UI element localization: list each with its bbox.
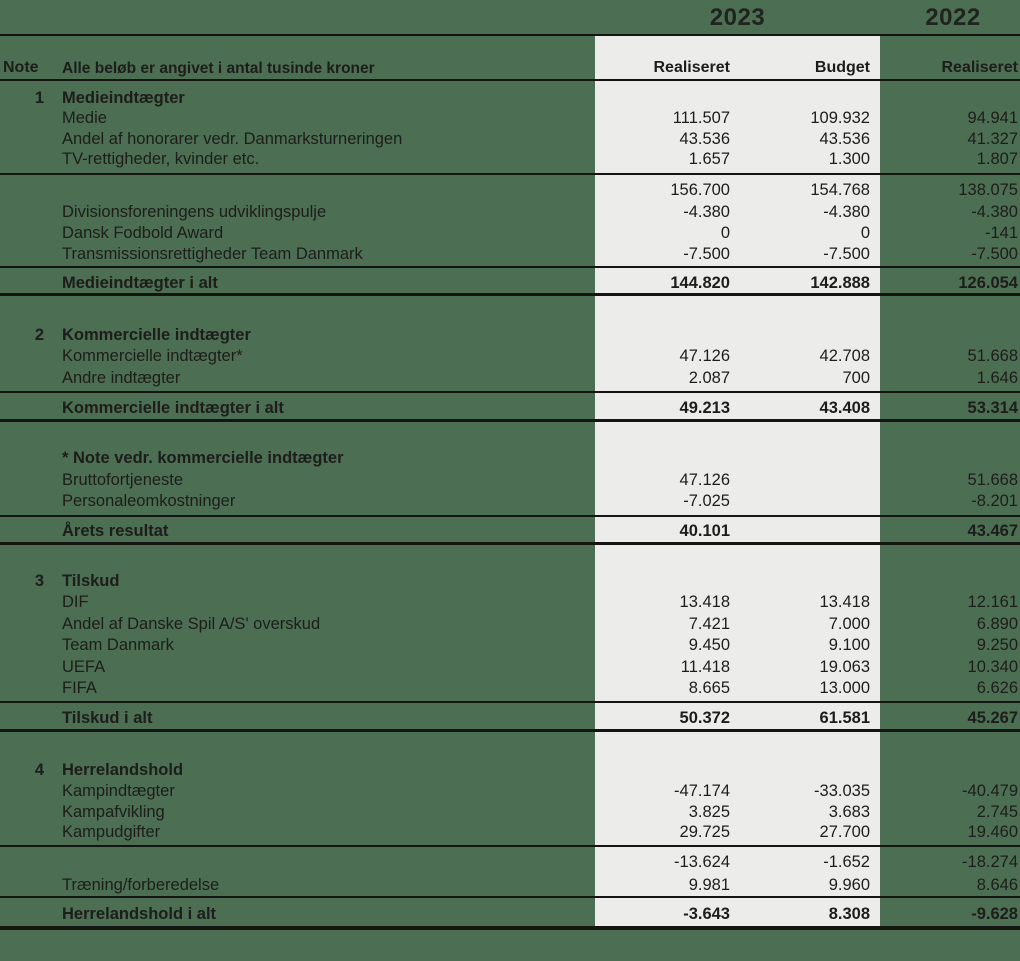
thick-rule-line xyxy=(0,729,1020,732)
thick-rule-line xyxy=(0,926,1020,930)
value-budget-2023: -33.035 xyxy=(814,782,870,800)
value-budget-2023: 19.063 xyxy=(819,658,870,676)
value-realiseret-2022: 41.327 xyxy=(967,130,1018,148)
rule-line xyxy=(0,266,1020,268)
value-budget-2023: -7.500 xyxy=(823,245,870,263)
value-realiseret-2023: 43.536 xyxy=(679,130,730,148)
value-realiseret-2022: 51.668 xyxy=(967,471,1018,489)
value-realiseret-2023: 1.657 xyxy=(688,150,730,168)
row-label: Dansk Fodbold Award xyxy=(62,224,224,242)
value-realiseret-2022: -141 xyxy=(984,224,1018,242)
row-label: Medie xyxy=(62,109,107,127)
note-number: 2 xyxy=(34,326,44,344)
value-realiseret-2022: -9.628 xyxy=(971,905,1018,923)
value-budget-2023: 8.308 xyxy=(828,905,870,923)
table-row xyxy=(0,448,1020,469)
value-realiseret-2023: 40.101 xyxy=(679,522,730,540)
value-budget-2023: 9.100 xyxy=(828,636,870,654)
value-realiseret-2022: -8.201 xyxy=(971,492,1018,510)
table-row xyxy=(0,149,1020,170)
table-row xyxy=(0,202,1020,223)
units-caption: Alle beløb er angivet i antal tusinde kroner xyxy=(62,60,375,77)
value-realiseret-2022: 94.941 xyxy=(967,109,1018,127)
value-realiseret-2023: 49.213 xyxy=(679,399,730,417)
value-budget-2023: -4.380 xyxy=(823,203,870,221)
value-realiseret-2023: -7.025 xyxy=(683,492,730,510)
table-row xyxy=(0,657,1020,678)
row-label: Træning/forberedelse xyxy=(62,876,220,894)
table-row xyxy=(0,368,1020,389)
value-realiseret-2022: 6.890 xyxy=(976,615,1018,633)
value-realiseret-2023: 9.450 xyxy=(688,636,730,654)
value-budget-2023: 142.888 xyxy=(810,274,870,292)
row-label: Kampindtægter xyxy=(62,782,175,800)
table-row xyxy=(0,904,1020,925)
table-row xyxy=(0,635,1020,656)
value-realiseret-2022: -7.500 xyxy=(971,245,1018,263)
row-label: Transmissionsrettigheder Team Danmark xyxy=(62,245,363,263)
value-budget-2023: 700 xyxy=(842,369,870,387)
value-budget-2023: -1.652 xyxy=(823,853,870,871)
value-realiseret-2023: 111.507 xyxy=(672,109,730,127)
row-label: DIF xyxy=(62,593,89,611)
table-row xyxy=(0,852,1020,873)
table-row xyxy=(0,760,1020,781)
row-label: Kommercielle indtægter i alt xyxy=(62,399,284,417)
table-row xyxy=(0,491,1020,512)
value-realiseret-2022: 51.668 xyxy=(967,347,1018,365)
row-label: Personaleomkostninger xyxy=(62,492,236,510)
value-budget-2023: 9.960 xyxy=(828,876,870,894)
value-budget-2023: 3.683 xyxy=(828,803,870,821)
row-label: Herrelandshold xyxy=(62,761,184,779)
value-realiseret-2022: 6.626 xyxy=(976,679,1018,697)
row-label: Andel af Danske Spil A/S' overskud xyxy=(62,615,321,633)
value-realiseret-2023: 3.825 xyxy=(688,803,730,821)
value-budget-2023: 13.000 xyxy=(819,679,870,697)
row-label: UEFA xyxy=(62,658,106,676)
table-row xyxy=(0,875,1020,896)
value-realiseret-2022: 45.267 xyxy=(967,709,1018,727)
row-label: * Note vedr. kommercielle indtægter xyxy=(62,449,344,467)
table-row xyxy=(0,273,1020,294)
row-label: TV-rettigheder, kvinder etc. xyxy=(62,150,260,168)
realiseret-2023-column-header: Realiseret xyxy=(653,59,730,76)
rule-line xyxy=(0,845,1020,847)
table-row xyxy=(0,592,1020,613)
rule-line xyxy=(0,515,1020,517)
row-label: Andre indtægter xyxy=(62,369,181,387)
value-realiseret-2023: 50.372 xyxy=(679,709,730,727)
table-row xyxy=(0,802,1020,823)
note-column-header: Note xyxy=(3,59,39,76)
value-realiseret-2023: -7.500 xyxy=(683,245,730,263)
value-realiseret-2023: -13.624 xyxy=(674,853,730,871)
value-realiseret-2022: 9.250 xyxy=(976,636,1018,654)
value-realiseret-2023: 0 xyxy=(720,224,730,242)
row-label: Herrelandshold i alt xyxy=(62,905,217,923)
table-row xyxy=(0,822,1020,843)
row-label: Årets resultat xyxy=(62,522,169,540)
row-label: Medieindtægter i alt xyxy=(62,274,218,292)
value-budget-2023: 1.300 xyxy=(828,150,870,168)
thick-rule-line xyxy=(0,419,1020,422)
value-realiseret-2023: 8.665 xyxy=(688,679,730,697)
value-realiseret-2023: 144.820 xyxy=(670,274,730,292)
note-number: 1 xyxy=(34,89,44,107)
column-header-row xyxy=(0,57,1020,78)
table-row xyxy=(0,88,1020,109)
table-row xyxy=(0,129,1020,150)
value-realiseret-2022: -4.380 xyxy=(971,203,1018,221)
value-realiseret-2023: -3.643 xyxy=(683,905,730,923)
row-label: Divisionsforeningens udviklingspulje xyxy=(62,203,327,221)
table-row xyxy=(0,398,1020,419)
value-budget-2023: 42.708 xyxy=(819,347,870,365)
row-label: Kommercielle indtægter xyxy=(62,326,251,344)
budget-2023-column-header: Budget xyxy=(814,59,870,76)
value-realiseret-2022: 53.314 xyxy=(967,399,1018,417)
table-row xyxy=(0,346,1020,367)
realiseret-2022-column-header: Realiseret xyxy=(941,59,1018,76)
value-realiseret-2023: 156.700 xyxy=(670,181,730,199)
table-row xyxy=(0,571,1020,592)
year-2022-header: 2022 xyxy=(925,4,981,31)
rule-line xyxy=(0,701,1020,703)
row-label: Bruttofortjeneste xyxy=(62,471,184,489)
thick-rule-line xyxy=(0,542,1020,545)
value-budget-2023: 0 xyxy=(860,224,870,242)
value-budget-2023: 27.700 xyxy=(819,823,870,841)
value-realiseret-2022: 138.075 xyxy=(958,181,1018,199)
rule-line xyxy=(0,173,1020,175)
row-label: Medieindtægter xyxy=(62,89,185,107)
row-label: Tilskud i alt xyxy=(62,709,153,727)
value-realiseret-2022: 10.340 xyxy=(967,658,1018,676)
table-row xyxy=(0,223,1020,244)
value-realiseret-2022: 1.646 xyxy=(976,369,1018,387)
row-label: Kommercielle indtægter* xyxy=(62,347,243,365)
row-label: Kampudgifter xyxy=(62,823,161,841)
row-label: Kampafvikling xyxy=(62,803,165,821)
note-number: 3 xyxy=(34,572,44,590)
value-realiseret-2023: 13.418 xyxy=(679,593,730,611)
value-realiseret-2022: 8.646 xyxy=(976,876,1018,894)
value-realiseret-2023: -47.174 xyxy=(674,782,730,800)
value-budget-2023: 109.932 xyxy=(810,109,870,127)
rule-line xyxy=(0,79,1020,81)
value-realiseret-2023: 29.725 xyxy=(679,823,730,841)
value-realiseret-2022: -18.274 xyxy=(962,853,1018,871)
table-row xyxy=(0,614,1020,635)
value-realiseret-2022: 2.745 xyxy=(976,803,1018,821)
rule-line xyxy=(0,896,1020,898)
value-realiseret-2023: 9.981 xyxy=(688,876,730,894)
value-realiseret-2022: 1.807 xyxy=(976,150,1018,168)
year-2023-header: 2023 xyxy=(709,4,766,31)
value-budget-2023: 13.418 xyxy=(819,593,870,611)
table-row xyxy=(0,325,1020,346)
row-label: Team Danmark xyxy=(62,636,174,654)
table-row xyxy=(0,470,1020,491)
value-budget-2023: 43.536 xyxy=(819,130,870,148)
table-row xyxy=(0,180,1020,201)
value-budget-2023: 154.768 xyxy=(810,181,870,199)
table-row xyxy=(0,678,1020,699)
note-number: 4 xyxy=(34,761,44,779)
row-label: FIFA xyxy=(62,679,97,697)
rule-line xyxy=(0,34,1020,36)
value-realiseret-2022: 19.460 xyxy=(967,823,1018,841)
table-row xyxy=(0,521,1020,542)
value-realiseret-2023: 11.418 xyxy=(680,658,730,676)
rule-line xyxy=(0,391,1020,393)
value-realiseret-2022: 126.054 xyxy=(958,274,1018,292)
row-label: Tilskud xyxy=(62,572,120,590)
value-realiseret-2023: 7.421 xyxy=(688,615,730,633)
table-row xyxy=(0,708,1020,729)
value-realiseret-2022: 12.161 xyxy=(967,593,1018,611)
value-realiseret-2023: -4.380 xyxy=(683,203,730,221)
value-realiseret-2023: 47.126 xyxy=(679,347,730,365)
value-realiseret-2023: 47.126 xyxy=(679,471,730,489)
table-row xyxy=(0,244,1020,265)
value-budget-2023: 43.408 xyxy=(819,399,870,417)
value-realiseret-2023: 2.087 xyxy=(688,369,730,387)
row-label: Andel af honorarer vedr. Danmarksturneringen xyxy=(62,130,403,148)
table-row xyxy=(0,108,1020,129)
table-row xyxy=(0,781,1020,802)
value-budget-2023: 61.581 xyxy=(819,709,870,727)
value-budget-2023: 7.000 xyxy=(828,615,870,633)
value-realiseret-2022: 43.467 xyxy=(967,522,1018,540)
value-realiseret-2022: -40.479 xyxy=(962,782,1018,800)
